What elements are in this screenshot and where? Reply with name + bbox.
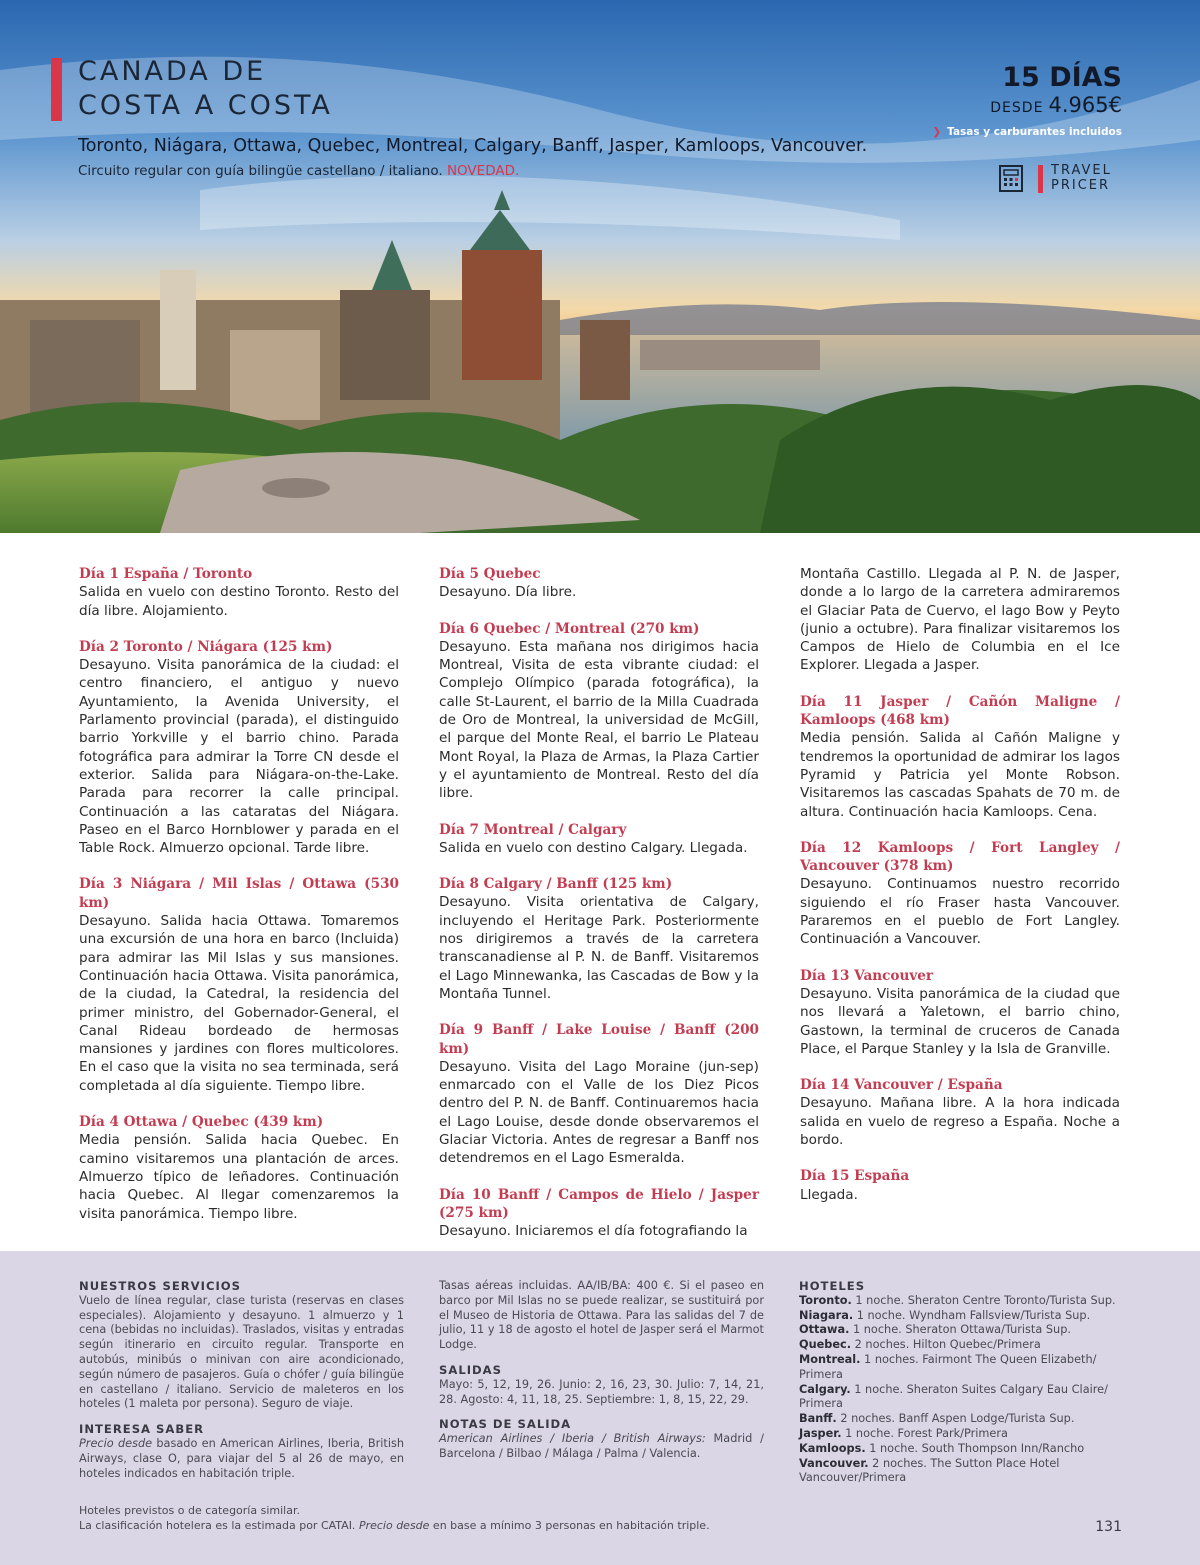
footer-line-2b: Precio desde <box>358 1519 430 1532</box>
hotel-city: Ottawa. <box>799 1323 850 1337</box>
day-text: Salida en vuelo con destino Calgary. Llegada. <box>439 839 748 856</box>
day-entry <box>79 875 399 1095</box>
travel-pricer-accent-bar <box>1038 165 1043 193</box>
price-value: 4.965€ <box>1048 93 1122 117</box>
title-line-1: CANADA DE <box>78 56 267 87</box>
day-entry <box>79 638 399 858</box>
day-text: Desayuno. Iniciaremos el día fotografiando la <box>439 1223 748 1240</box>
chevron-right-icon: ❯ <box>932 126 942 138</box>
salidas-heading: SALIDAS <box>439 1362 502 1377</box>
day-entry <box>800 1076 1120 1149</box>
hotel-item <box>799 1323 1124 1338</box>
day-text: Desayuno. Visita orientativa de Calgary, incluyendo el Heritage Park. Posteriormente nos dirigiremos a través de la carretera transcanadiense al P. N. de Banff. Visitaremos el Lago Minnewanka, las Cascadas de Bow y la Montaña Tunnel. <box>439 894 759 1002</box>
day-text: Montaña Castillo. Llegada al P. N. de Jasper, donde a lo largo de la carretera admiraremos el Glaciar Pata de Cuervo, el lago Bow y Peyto (junio a octubre). Para finalizar visitaremos los Campos de Hielo de Columbia en el Ice Explorer. Llegada a Jasper. <box>800 566 1120 674</box>
day-title: Día 7 Montreal / Calgary <box>439 821 627 838</box>
hotel-city: Banff. <box>799 1412 837 1426</box>
day-title: Día 13 Vancouver <box>800 967 934 984</box>
itinerary-column-2 <box>439 565 759 1259</box>
day-entry <box>79 565 399 620</box>
hotel-detail: 1 noche. Sheraton Centre Toronto/Turista Sup. <box>851 1293 1116 1307</box>
hotels-heading: HOTELES <box>799 1279 866 1293</box>
day-text: Desayuno. Visita panorámica de la ciudad que nos llevará a Yaletown, el barrio chino, Gastown, la terminal de cruceros de Canada Place, el Parque Stanley y la Isla de Granville. <box>800 985 1120 1057</box>
footer-line-2 <box>79 1518 710 1533</box>
day-entry <box>439 875 759 1003</box>
interesa-lead: Precio desde <box>79 1436 153 1450</box>
travel-pricer-line-1: TRAVEL <box>1051 163 1112 178</box>
day-text: Media pensión. Salida hacia Quebec. En camino visitaremos una plantación de arces. Almuerzo típico de leñadores. Continuación hacia Quebec. Al llegar comenzaremos la visita panorámica. Tiempo libre. <box>79 1132 399 1222</box>
taxes-note <box>932 126 1122 138</box>
hotel-detail: 1 noche. Sheraton Suites Calgary Eau Claire/ Primera <box>799 1382 1108 1411</box>
day-title: Día 10 Banff / Campos de Hielo / Jasper (275 km) <box>439 1186 759 1221</box>
day-text: Desayuno. Día libre. <box>439 584 577 601</box>
day-title: Día 4 Ottawa / Quebec (439 km) <box>79 1114 324 1131</box>
day-title: Día 15 España <box>800 1168 910 1185</box>
day-title: Día 11 Jasper / Cañón Maligne / Kamloops (468 km) <box>800 693 1120 729</box>
day-title: Día 14 Vancouver / España <box>800 1077 1003 1094</box>
hotel-item <box>799 1427 1124 1442</box>
day-text: Desayuno. Visita panorámica de la ciudad: el centro financiero, el antiguo y nuevo Ayuntamiento, la Avenida University, el Parlamento provincial (parada), el distinguido barrio Yorkville y el barrio chino. Parada fotográfica para admirar la Torre CN desde el exterior. Salida para Niágara-on-the-Lake. Parada para recorrer la calle principal. Continuación a las cataratas del Niágara. Paseo en el Barco Hornblower y parada en el Table Rock. Almuerzo opcional. Tarde libre. <box>79 657 399 857</box>
day-text: Salida en vuelo con destino Toronto. Resto del día libre. Alojamiento. <box>79 584 399 619</box>
hotel-city: Kamloops. <box>799 1441 866 1455</box>
hotel-detail: 2 noches. Banff Aspen Lodge/Turista Sup. <box>836 1412 1075 1426</box>
price-block <box>990 93 1122 117</box>
day-entry <box>439 1186 759 1241</box>
hotel-detail: 1 noche. Wyndham Fallsview/Turista Sup. <box>853 1308 1091 1322</box>
day-title: Día 1 España / Toronto <box>79 566 253 582</box>
hotel-city: Toronto. <box>799 1293 852 1307</box>
hotel-detail: 1 noche. Forest Park/Primera <box>841 1426 1008 1440</box>
hotel-city: Quebec. <box>799 1338 852 1352</box>
hotel-detail: 2 noches. Hilton Quebec/Primera <box>851 1338 1041 1352</box>
footer-line-2a: La clasificación hotelera es la estimada por CATAI. <box>79 1519 356 1532</box>
notas-airlines: American Airlines / Iberia / British Airways: <box>439 1432 706 1446</box>
guide-info <box>78 163 519 179</box>
hotel-city: Vancouver. <box>799 1456 869 1470</box>
travel-pricer-logo <box>999 163 1123 194</box>
notas-heading: NOTAS DE SALIDA <box>439 1417 572 1432</box>
info-column-2 <box>439 1279 764 1472</box>
footer-line-1: Hoteles previstos o de categoría similar. <box>79 1504 300 1517</box>
hotel-item <box>799 1353 1124 1383</box>
page-title <box>78 55 333 123</box>
hotel-detail: 1 noche. Sheraton Ottawa/Turista Sup. <box>849 1323 1071 1337</box>
hotel-item <box>799 1294 1124 1309</box>
day-title: Día 12 Kamloops / Fort Langley / Vancouver (378 km) <box>800 839 1120 875</box>
day-text: Desayuno. Mañana libre. A la hora indicada salida en vuelo de regreso a España. Noche a bordo. <box>800 1095 1120 1149</box>
hotel-item <box>799 1457 1124 1487</box>
footer-notes <box>79 1503 710 1533</box>
title-accent-bar <box>51 58 62 121</box>
day-entry <box>800 839 1120 949</box>
day-entry-continued <box>800 565 1120 675</box>
hotel-item <box>799 1338 1124 1353</box>
hotel-item <box>799 1412 1124 1427</box>
footer-line-2c: en base a mínimo 3 personas en habitación triple. <box>429 1519 710 1532</box>
day-text: Llegada. <box>800 1186 858 1203</box>
day-entry <box>439 565 759 602</box>
itinerary-column-3 <box>800 565 1120 1222</box>
day-entry <box>800 967 1120 1058</box>
taxes-note-text: Tasas y carburantes incluidos <box>947 126 1122 138</box>
info-column-3 <box>799 1279 1124 1486</box>
hotel-city: Jasper. <box>799 1426 842 1440</box>
day-entry <box>79 1113 399 1223</box>
destinations-list: Toronto, Niágara, Ottawa, Quebec, Montreal, Calgary, Banff, Jasper, Kamloops, Vancouver. <box>78 136 868 156</box>
day-title: Día 9 Banff / Lake Louise / Banff (200 km) <box>439 1022 759 1057</box>
title-line-2: COSTA A COSTA <box>78 90 333 121</box>
trip-duration: 15 DÍAS <box>1002 62 1122 93</box>
day-title: Día 6 Quebec / Montreal (270 km) <box>439 620 700 637</box>
info-column-1 <box>79 1279 404 1491</box>
day-text: Desayuno. Continuamos nuestro recorrido siguiendo el río Fraser hasta Vancouver. Pararemos en el pueblo de Fort Langley. Continuación a Vancouver. <box>800 876 1120 948</box>
services-heading: NUESTROS SERVICIOS <box>79 1279 241 1293</box>
day-text: Media pensión. Salida al Cañón Maligne y tendremos la oportunidad de admirar los lagos Pyramid y Patricia yel Monte Robson. Visitaremos las cascadas Spahats de 70 m. de altura. Continuación hacia Kamloops. Cena. <box>800 730 1120 820</box>
day-entry <box>800 693 1120 821</box>
day-text: Desayuno. Salida hacia Ottawa. Tomaremos una excursión de una hora en barco (Incluida) para admirar las Mil Islas y sus mansiones. Continuación hacia Ottawa. Visita panorámica, de la ciudad, la Catedral, la residencia del primer ministro, del Gobernador-General, el Canal Rideau bordeado de hermosas mansiones y jardines con flores multicolores. En el caso que la visita no sea terminada, será completada al día siguiente. Tiempo libre. <box>79 913 399 1094</box>
page-number: 131 <box>1095 1519 1122 1535</box>
tasas-text: Tasas aéreas incluidas. AA/IB/BA: 400 €. Si el paseo en barco por Mil Islas no se puede realizar, se sustituirá por el Museo de Historia de Ottawa. Para las salidas del 7 de julio, 11 y 18 de agosto el hotel de Jasper será el Marmot Lodge. <box>439 1279 764 1352</box>
day-entry <box>439 1021 759 1167</box>
interesa-heading: INTERESA SABER <box>79 1422 205 1437</box>
day-text: Desayuno. Esta mañana nos dirigimos hacia Montreal, Visita de esta vibrante ciudad: el Complejo Olímpico (parada fotográfica), la calle St-Laurent, el barrio de la Milla Cuadrada de Oro de Montreal, la universidad de McGill, el parque del Monte Real, el barrio Le Plateau Mont Royal, la Plaza de Armas, la Plaza Cartier y el ayuntamiento de Montreal. Resto del día libre. <box>439 638 759 802</box>
hotel-item <box>799 1309 1124 1324</box>
calculator-icon <box>999 165 1023 192</box>
day-entry <box>439 620 759 803</box>
hotel-item <box>799 1442 1124 1457</box>
notas-body: Madrid / Barcelona / Bilbao / Málaga / Palma / Valencia. <box>439 1432 764 1460</box>
day-entry <box>800 1167 1120 1204</box>
services-text: Vuelo de línea regular, clase turista (reservas en clases especiales). Alojamiento y desayuno. 1 almuerzo y 1 cena (bebidas no incluidas). Traslados, visitas y entradas según itinerario en circuito regular. Transporte en autobús, minibús o minivan con aire acondicionado, según número de pasajeros. Guía o chófer / guía bilingüe en castellano / italiano. Servicio de maleteros en los hoteles (1 maleta por persona). Seguro de viaje. <box>79 1293 404 1411</box>
guide-text: Circuito regular con guía bilingüe castellano / italiano. <box>78 163 443 179</box>
notas-text <box>439 1432 764 1462</box>
hotel-city: Montreal. <box>799 1352 861 1366</box>
interesa-body: basado en American Airlines, Iberia, British Airways, clase O, para viajar del 5 al 26 de mayo, en hoteles indicados en habitación triple. <box>79 1436 404 1480</box>
hotel-item <box>799 1383 1124 1413</box>
hotel-city: Niagara. <box>799 1308 854 1322</box>
salidas-text: Mayo: 5, 12, 19, 26. Junio: 2, 16, 23, 30. Julio: 7, 14, 21, 28. Agosto: 4, 11, 18, 25. Septiembre: 1, 8, 15, 22, 29. <box>439 1377 764 1406</box>
hotel-detail: 2 noches. The Sutton Place Hotel Vancouver/Primera <box>799 1456 1060 1485</box>
travel-pricer-text <box>1051 163 1112 193</box>
day-title: Día 2 Toronto / Niágara (125 km) <box>79 638 333 655</box>
hotel-city: Calgary. <box>799 1382 851 1396</box>
hotel-detail: 1 noche. South Thompson Inn/Rancho <box>865 1441 1085 1455</box>
travel-pricer-line-2: PRICER <box>1051 178 1111 193</box>
day-title: Día 8 Calgary / Banff (125 km) <box>439 876 673 893</box>
day-title: Día 5 Quebec <box>439 566 541 582</box>
day-text: Desayuno. Visita del Lago Moraine (jun-sep) enmarcado con el Valle de los Diez Picos dentro del P. N. de Banff. Continuaremos hacia el Lago Louise, desde donde observaremos el Glaciar Victoria. Antes de regresar a Banff nos detendremos en el Lago Esmeralda. <box>439 1058 759 1167</box>
day-entry <box>439 821 759 858</box>
interesa-text <box>79 1437 404 1481</box>
price-label: DESDE <box>990 100 1044 116</box>
novelty-badge: NOVEDAD. <box>446 163 520 179</box>
day-title: Día 3 Niágara / Mil Islas / Ottawa (530 km) <box>79 876 399 911</box>
itinerary-column-1 <box>79 565 399 1241</box>
hotel-detail: 1 noches. Fairmont The Queen Elizabeth/ Primera <box>799 1352 1097 1381</box>
